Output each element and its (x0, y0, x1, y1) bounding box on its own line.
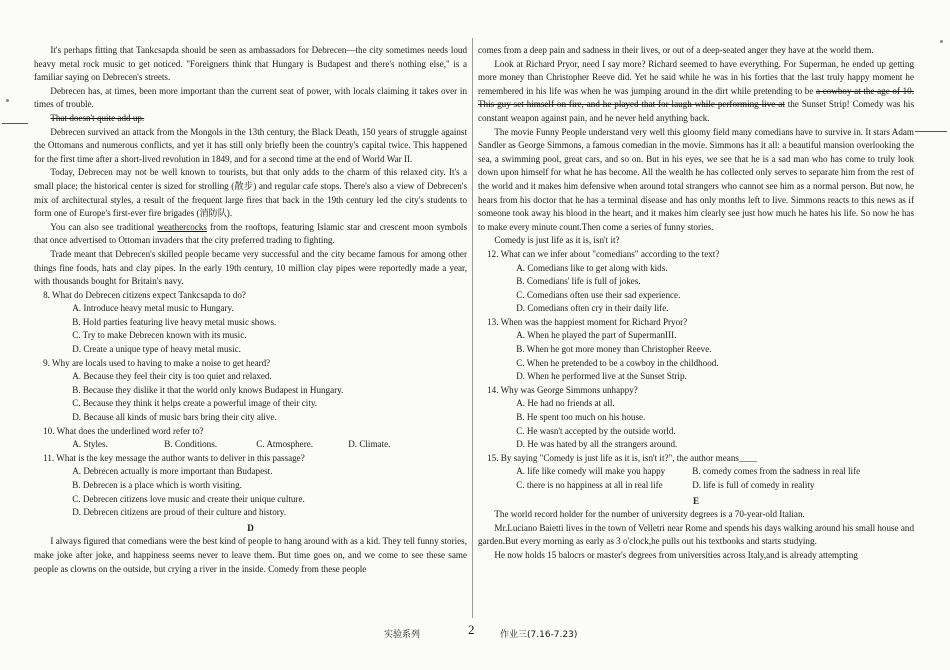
option: C. When he pretended to be a cowboy in the childhood. (516, 357, 719, 368)
option: D. Because all kinds of music bars bring their city alive. (72, 412, 277, 423)
struck-text: a cowboy at the age of 10. This guy set himself on fire, and he played that for laugh while performing live at (478, 85, 915, 110)
paragraph: Debrecen has, at times, been more important than the current seat of power, with locals claiming it takes over in times of trouble. (34, 85, 467, 110)
option: A. Comedians like to get along with kids. (516, 262, 668, 273)
paragraph-pryor (478, 58, 914, 126)
option: D. Debrecen citizens are proud of their culture and history. (72, 507, 287, 518)
underlined-word: weathercocks (157, 221, 207, 232)
options-row (478, 465, 914, 479)
option: C. there is no happiness at all in real life (516, 480, 663, 490)
option: D. He was hated by all the strangers around. (516, 439, 678, 450)
paragraph: The movie Funny People understand very well this gloomy field many comedians have to survive in. It stars Adam Sandler as George Simmons, a famous comedian in the movie. Simmons has it all: a beautiful mansion overlooking the sea, a swimming pool, great cars, and so on. But in his eyes, we see that he is a sad man who has come to truly look down upon himself for what he has become. All the wealth he has collected only serves to separate him from the rest of the world and it makes him defensive when around total strangers who cannot see him as a normal person. But now, he hears from his doctor that he has a terminal disease and has only months left to live. Simmons reacts to this news as if someone took away his blood in the heart, and it makes him clearly see just how much he hates his life. So now he has to make every minute count.Then come a series of funny stories. (478, 126, 914, 232)
option: C. Comedians often use their sad experience. (516, 289, 681, 300)
struck-line: That doesn't quite add up. (50, 112, 145, 123)
option: D. When he performed live at the Sunset Strip. (516, 371, 687, 382)
option: B. When he got more money than Christopher Reeve. (516, 344, 712, 355)
paragraph: Debrecen survived an attack from the Mongols in the 13th century, the Black Death, 150 years of struggle against the Ottomans and numerous conflicts, and yet it has still only briefly been the country's capital twice. This happened for the first time after a short-lived revolution in 1849, and for a second time at the end of World War II. (34, 126, 467, 164)
right-column (478, 44, 914, 563)
paragraph: Comedy is just life as it is, isn't it? (494, 235, 620, 246)
option: C. Because they think it helps create a powerful image of their city. (72, 398, 318, 409)
option: C. Try to make Debrecen known with its music. (72, 330, 247, 341)
text-run: Look at Richard Pryor, need I say more? Richard seemed to have everything. For Superman, he ended up getting more money than Christopher Reeve did. Yet he said while he was in his forties that the last truly happy moment he remembered in his life was when he was jumping around in the dirt while pretending to be (478, 58, 914, 96)
footer-assignment-label: 作业三(7.16-7.23) (500, 630, 578, 640)
option: A. Because they feel their city is too quiet and relaxed. (72, 371, 272, 382)
option: D. life is full of comedy in reality (692, 480, 815, 490)
option: A. Introduce heavy metal music to Hungary. (72, 303, 234, 314)
text-run: You can also see traditional (50, 221, 158, 232)
option: A. When he played the part of SupermanIII. (516, 330, 677, 341)
paragraph: He now holds 15 balocrs or master's degrees from universities across Italy,and is already attempting (494, 549, 858, 560)
paragraph: Today, Debrecen may not be well known to tourists, but that only adds to the charm of this relaxed city. It's a small place; the historical center is sized for strolling (散步) and regular cafe stops. There's also a view of Debrecen's mix of architectural styles, a result of the frequent large fires that back in the 19th century led the city's students to form one of Europe's first-ever fire brigades (消防队). (34, 167, 467, 219)
left-column (34, 44, 467, 576)
question-10: 10. What does the underlined word refer to? (43, 425, 204, 436)
column-divider (472, 38, 473, 618)
option: D. Comedians often cry in their daily life. (516, 303, 669, 314)
option: D. Climate. (348, 439, 391, 450)
option: A. Styles. (72, 439, 108, 450)
options-row (34, 438, 467, 452)
margin-mark (2, 123, 28, 124)
scan-dot (940, 40, 943, 43)
scan-dot (6, 99, 9, 102)
question-14: 14. Why was George Simmons unhappy? (487, 384, 638, 395)
option: B. Debrecen is a place which is worth visiting. (72, 480, 242, 490)
section-heading-e: E (692, 495, 700, 506)
question-8: 8. What do Debrecen citizens expect Tankcsapda to do? (43, 289, 246, 300)
options-row (478, 479, 914, 493)
option: B. He spent too much on his house. (516, 412, 646, 423)
margin-mark (915, 131, 947, 132)
option: A. Debrecen actually is more important than Budapest. (72, 466, 273, 477)
question-11: 11. What is the key message the author wants to deliver in this passage? (43, 452, 305, 463)
footer-series-label: 实验系列 (384, 630, 421, 640)
option: C. Atmosphere. (256, 439, 314, 450)
paragraph: I always figured that comedians were the best kind of people to hang around with as a kid. They tell funny stories, make joke after joke, and happiness seems never to leave them. But time goes on, and we come to see these same people as clowns on the outside, but crying a river in the inside. Comedy from these people (34, 536, 467, 574)
paragraph: Trade meant that Debrecen's skilled people became very successful and the city became famous for among other things fine foods, hats and clay pipes. In the early 19th century, 10 million clay pipes were reportedly made a year, with thousands bought for Britain's navy. (34, 248, 467, 287)
page-mark: 2 (468, 622, 475, 637)
option: A. He had no friends at all. (516, 398, 615, 409)
option: C. He wasn't accepted by the outside world. (516, 425, 676, 436)
paragraph: The world record holder for the number of university degrees is a 70-year-old Italian. (494, 509, 805, 520)
paragraph: It's perhaps fitting that Tankcsapda should be seen as ambassadors for Debrecen—the city sometimes needs loud heavy metal rock music to get noticed. "Foreigners think that Hungary is Budapest and there's nothing else," is a familiar saying on Debrecen's streets. (34, 45, 467, 83)
paragraph: Mr.Luciano Baietti lives in the town of Velletri near Rome and spends his days walking around his small house and garden.But every morning as early as 3 o'clock,he pulls out his textbooks and starts studying. (478, 522, 914, 547)
text-run: from the rooftops, featuring Islamic star and crescent moon symbols that once advertised to Ottoman invaders that the city preferred trading to fighting. (34, 221, 468, 246)
question-9: 9. Why are locals used to having to make a noise to get heard? (43, 357, 271, 368)
option: B. Hold parties featuring live heavy metal music shows. (72, 316, 277, 327)
option: D. Create a unique type of heavy metal music. (72, 344, 241, 355)
text-run: the Sunset Strip! Comedy was his constant weapon against pain, and he never held anything back. (478, 99, 914, 123)
option: B. comedy comes from the sadness in real life (692, 466, 861, 477)
option: B. Comedians' life is full of jokes. (516, 276, 641, 287)
paragraph: comes from a deep pain and sadness in their lives, or out of a deep-seated anger they have at the world them. (478, 45, 874, 55)
question-12: 12. What can we infer about "comedians" according to the text? (487, 248, 720, 259)
question-13: 13. When was the happiest moment for Richard Pryor? (487, 316, 688, 327)
section-heading-d: D (247, 522, 254, 533)
option: A. life like comedy will make you happy (516, 466, 666, 477)
option: C. Debrecen citizens love music and create their unique culture. (72, 493, 305, 504)
question-15: 15. By saying "Comedy is just life as it is, isn't it?", the author means____ (487, 452, 758, 463)
option: B. Conditions. (164, 439, 218, 450)
paragraph-weathercocks (34, 221, 467, 248)
option: B. Because they dislike it that the world only knows Budapest in Hungary. (72, 384, 344, 395)
